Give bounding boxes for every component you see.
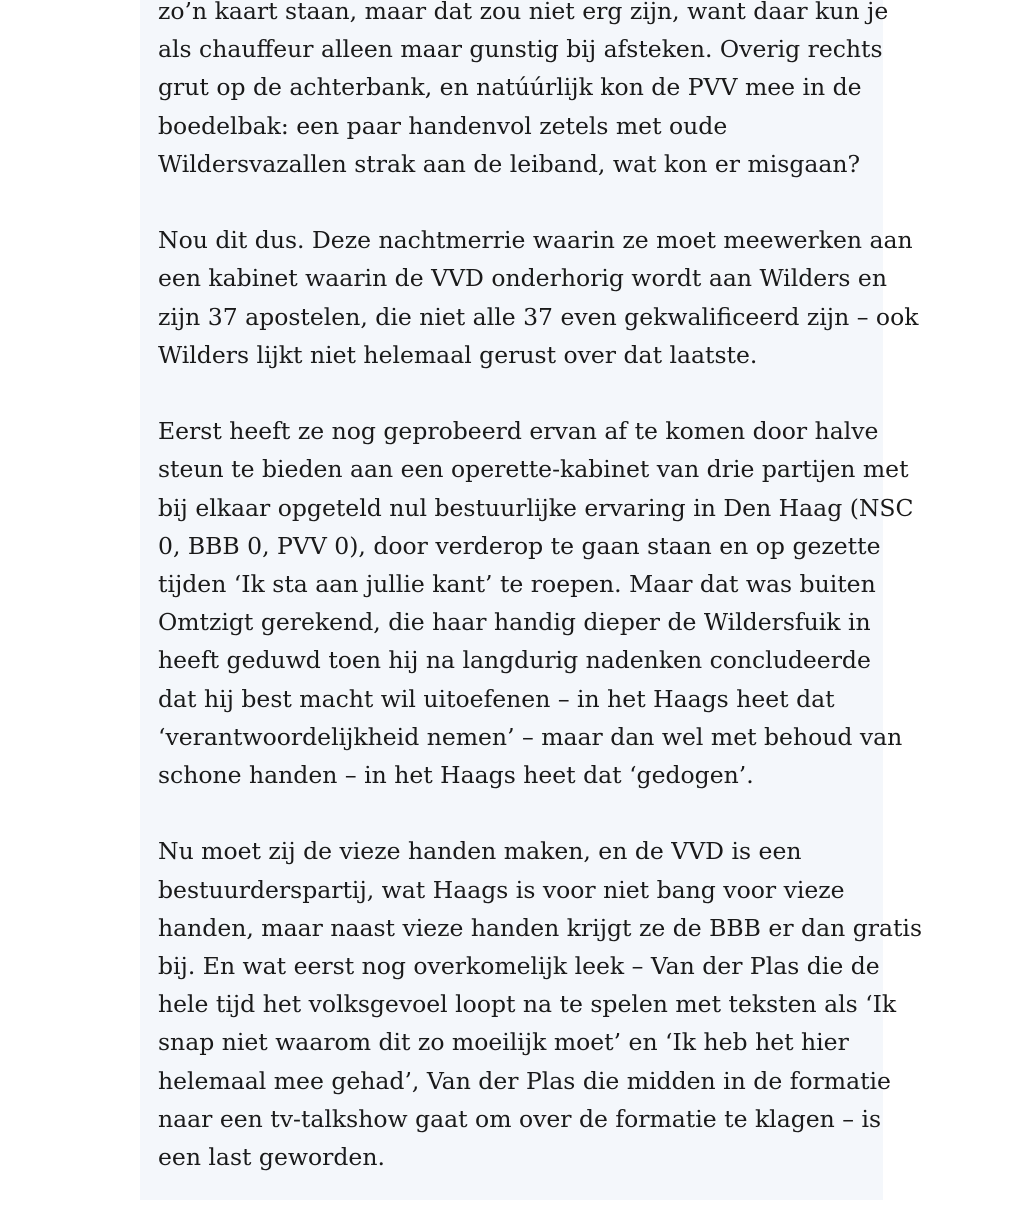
text-line: helemaal mee gehad’, Van der Plas die midden in de formatie: [158, 1066, 891, 1095]
article-body: [158, 0, 923, 1214]
text-line: handen, maar naast vieze handen krijgt ze de BBB er dan gratis: [158, 913, 923, 942]
text-line: een kabinet waarin de VVD onderhorig wordt aan Wilders en: [158, 264, 887, 293]
text-line: bestuurderspartij, wat Haags is voor niet bang voor vieze: [158, 875, 845, 904]
paragraph-4: [158, 832, 923, 1176]
paragraph-1: [158, 0, 889, 183]
text-line: dat hij best macht wil uitoefenen – in het Haags heet dat: [158, 684, 835, 713]
text-line: bij. En wat eerst nog overkomelijk leek – Van der Plas die de: [158, 952, 880, 981]
text-line: naar een tv-talkshow gaat om over de formatie te klagen – is: [158, 1104, 882, 1133]
text-line: tijden ‘Ik sta aan jullie kant’ te roepen. Maar dat was buiten: [158, 570, 876, 599]
text-line: als chauffeur alleen maar gunstig bij afsteken. Overig rechts: [158, 35, 883, 64]
text-line: Wilders lijkt niet helemaal gerust over dat laatste.: [158, 340, 758, 369]
text-line: heeft geduwd toen hij na langdurig nadenken concludeerde: [158, 646, 871, 675]
text-line: bij elkaar opgeteld nul bestuurlijke ervaring in Den Haag (NSC: [158, 493, 914, 522]
text-line: schone handen – in het Haags heet dat ‘gedogen’.: [158, 761, 754, 790]
text-line: 0, BBB 0, PVV 0), door verderop te gaan staan en op gezette: [158, 531, 881, 560]
text-line: grut op de achterbank, en natúúrlijk kon de PVV mee in de: [158, 73, 862, 102]
text-line: steun te bieden aan een operette-kabinet van drie partijen met: [158, 455, 909, 484]
text-line: Wildersvazallen strak aan de leiband, wat kon er misgaan?: [158, 149, 861, 178]
text-line: Omtzigt gerekend, die haar handig dieper de Wildersfuik in: [158, 608, 871, 637]
text-line: Eerst heeft ze nog geprobeerd ervan af te komen door halve: [158, 417, 879, 446]
paragraph-2: [158, 221, 919, 374]
text-line: ‘verantwoordelijkheid nemen’ – maar dan wel met behoud van: [158, 722, 903, 751]
text-line: zijn 37 apostelen, die niet alle 37 even gekwalificeerd zijn – ook: [158, 302, 919, 331]
paragraph-3: [158, 412, 914, 794]
text-line: zo’n kaart staan, maar dat zou niet erg zijn, want daar kun je: [158, 0, 889, 25]
text-line: boedelbak: een paar handenvol zetels met oude: [158, 111, 728, 140]
text-line: een last geworden.: [158, 1143, 385, 1172]
text-line: snap niet waarom dit zo moeilijk moet’ en ‘Ik heb het hier: [158, 1028, 849, 1057]
text-line: Nou dit dus. Deze nachtmerrie waarin ze moet meewerken aan: [158, 226, 913, 255]
text-line: Nu moet zij de vieze handen maken, en de VVD is een: [158, 837, 802, 866]
text-line: hele tijd het volksgevoel loopt na te spelen met teksten als ‘Ik: [158, 990, 897, 1019]
